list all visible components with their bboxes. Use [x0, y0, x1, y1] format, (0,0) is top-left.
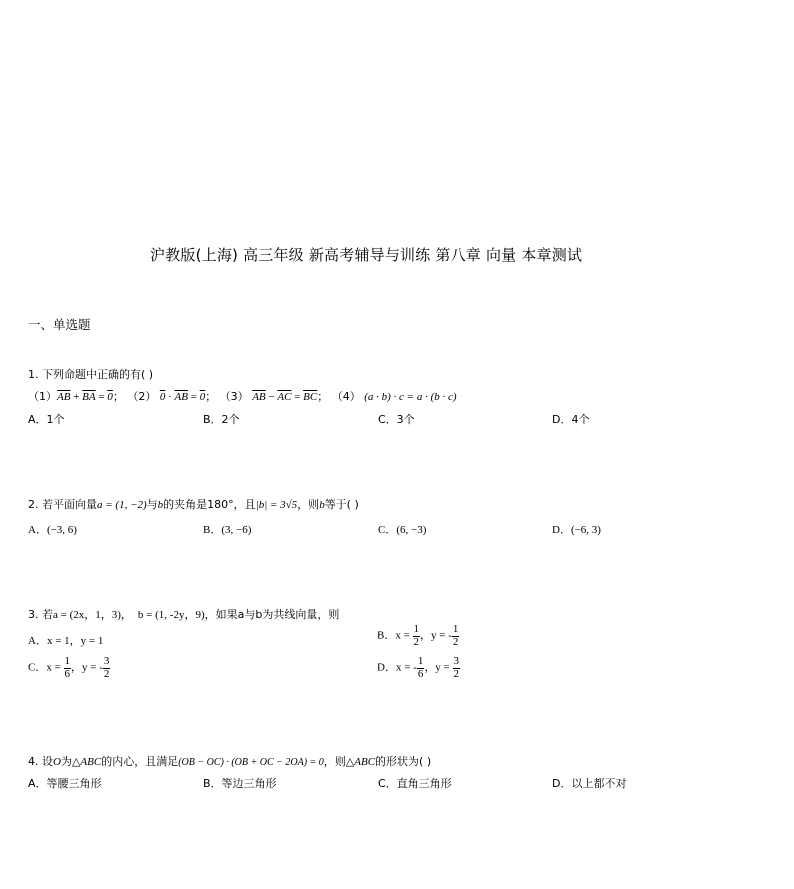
q4-option-d[interactable]: D．以上都不对: [552, 777, 627, 790]
q3-b-y-den: 2: [452, 635, 459, 648]
q3-b-x-fraction: [413, 624, 421, 648]
q1-p2-dot: ·: [165, 391, 175, 403]
q1-sep2: ； （3）: [205, 390, 249, 403]
q3-option-b[interactable]: [377, 624, 459, 648]
q1-sep1: ； （2）: [112, 390, 157, 403]
q4-expression: (OB − OC) · (OB + OC − 2OA) = 0: [178, 757, 324, 768]
q2-option-a[interactable]: A．(−3, 6): [28, 524, 77, 536]
q1-propositions: [28, 388, 457, 404]
q3-option-d[interactable]: [377, 656, 460, 680]
q3-vector-a: a = (2x，1，3)，: [53, 609, 132, 621]
q2-option-c[interactable]: C．(6, −3): [378, 524, 427, 536]
q3-c-x-den: 6: [64, 667, 71, 680]
q1-p2-zero-r: 0: [199, 391, 206, 403]
q3-d-y-num: 3: [453, 655, 460, 667]
q4-option-a[interactable]: A．等腰三角形: [28, 777, 102, 790]
q1-p3-eq: =: [291, 391, 304, 403]
q3-b-x-num: 1: [413, 623, 420, 635]
q4-option-c[interactable]: C．直角三角形: [378, 777, 452, 790]
q3-c-mid: ，y = -: [71, 661, 103, 674]
q3-b-mid: ，y = -: [420, 629, 452, 642]
q3-stem-pre: 3. 若: [28, 608, 53, 621]
q3-vector-b: b = (1, -2y，9)，: [137, 609, 216, 621]
q2-vector-b2: b: [319, 499, 325, 511]
q1-p3-vec-bc: $\overline{BC}$: [303, 391, 318, 403]
q1-option-d[interactable]: D．4个: [552, 413, 590, 426]
q3-b-x-den: 2: [413, 635, 420, 648]
q4-triangle: △ABC: [71, 756, 102, 768]
q1-p3-vec-ab: $\overline{AB}$: [252, 391, 266, 403]
q4-stem-mid3: ，则: [323, 755, 346, 768]
q3-c-pre: C．x =: [28, 661, 64, 674]
q2-stem-mid3: ，则: [297, 498, 320, 511]
q3-stem-end: 如果a与b为共线向量，则: [215, 608, 340, 621]
q3-d-y-den: 2: [453, 667, 460, 680]
q2-option-b[interactable]: B．(3, −6): [203, 524, 252, 536]
q3-c-x-fraction: [64, 656, 72, 680]
q3-c-x-num: 1: [64, 655, 71, 667]
q3-d-mid: ，y =: [424, 661, 453, 674]
q3-b-pre: B．x =: [377, 629, 413, 642]
q1-p2-vec-ab: $\overline{AB}$: [174, 391, 188, 403]
q1-p4-expr: (a · b) · c = a · (b · c): [364, 391, 457, 403]
q4-point-o: O: [53, 756, 61, 768]
q3-stem: [28, 606, 339, 622]
q4-stem-mid: 为: [60, 755, 72, 768]
q3-c-y-num: 3: [103, 655, 110, 667]
q1-sep3: ； （4）: [317, 390, 361, 403]
q3-b-y-fraction: [452, 624, 460, 648]
q3-b-y-num: 1: [452, 623, 459, 635]
q2-stem-mid2: 的夹角是180°，且: [163, 498, 256, 511]
q1-p1-zero: 0: [107, 391, 113, 403]
q3-c-y-den: 2: [103, 667, 110, 680]
q3-c-y-fraction: [103, 656, 111, 680]
q2-vector-a: a = (1, −2): [97, 499, 147, 511]
q1-option-b[interactable]: B．2个: [203, 413, 240, 426]
q3-d-x-den: 6: [417, 667, 424, 680]
q3-d-x-num: 1: [417, 655, 424, 667]
q1-option-c[interactable]: C．3个: [378, 413, 415, 426]
q1-stem: 1. 下列命题中正确的有( ): [28, 368, 154, 381]
q3-d-pre: D．x = -: [377, 661, 417, 674]
q4-stem-pre: 4. 设: [28, 755, 53, 768]
q1-p2-zero: 0: [159, 391, 166, 403]
q4-triangle2: △ABC: [345, 756, 376, 768]
q1-p1-vec-ab: $\overline{AB}$: [57, 391, 71, 403]
q1-p2-eq: =: [187, 391, 200, 403]
q2-option-d[interactable]: D．(−6, 3): [552, 524, 601, 536]
q4-stem-end: 的形状为( ): [375, 755, 432, 768]
q3-option-c[interactable]: [28, 656, 110, 680]
q1-p1-vec-ba: $\overline{BA}$: [82, 391, 96, 403]
q2-vector-b: b: [157, 499, 164, 511]
section-heading: 一、单选题: [28, 317, 91, 332]
q4-stem: [28, 753, 431, 769]
q3-d-y-fraction: [453, 656, 461, 680]
q1-p1-plus: +: [70, 391, 83, 403]
q2-stem-pre: 2. 若平面向量: [28, 498, 97, 511]
document-title: 沪教版(上海) 高三年级 新高考辅导与训练 第八章 向量 本章测试: [150, 246, 583, 264]
q1-p3-vec-ac: $\overline{AC}$: [277, 391, 292, 403]
q2-stem-end: 等于( ): [324, 498, 359, 511]
q1-p1-label: （1）: [28, 390, 57, 403]
q4-option-b[interactable]: B．等边三角形: [203, 777, 277, 790]
q1-p3-minus: −: [265, 391, 278, 403]
q1-option-a[interactable]: A．1个: [28, 413, 65, 426]
q3-option-a[interactable]: A．x = 1，y = 1: [28, 635, 104, 647]
q1-p1-eq: =: [95, 391, 108, 403]
q2-norm-b: |b| = 3√5: [255, 499, 298, 511]
q2-stem-mid: 与: [146, 498, 158, 511]
q4-stem-mid2: 的内心，且满足: [101, 755, 179, 768]
q2-stem: [28, 496, 359, 512]
